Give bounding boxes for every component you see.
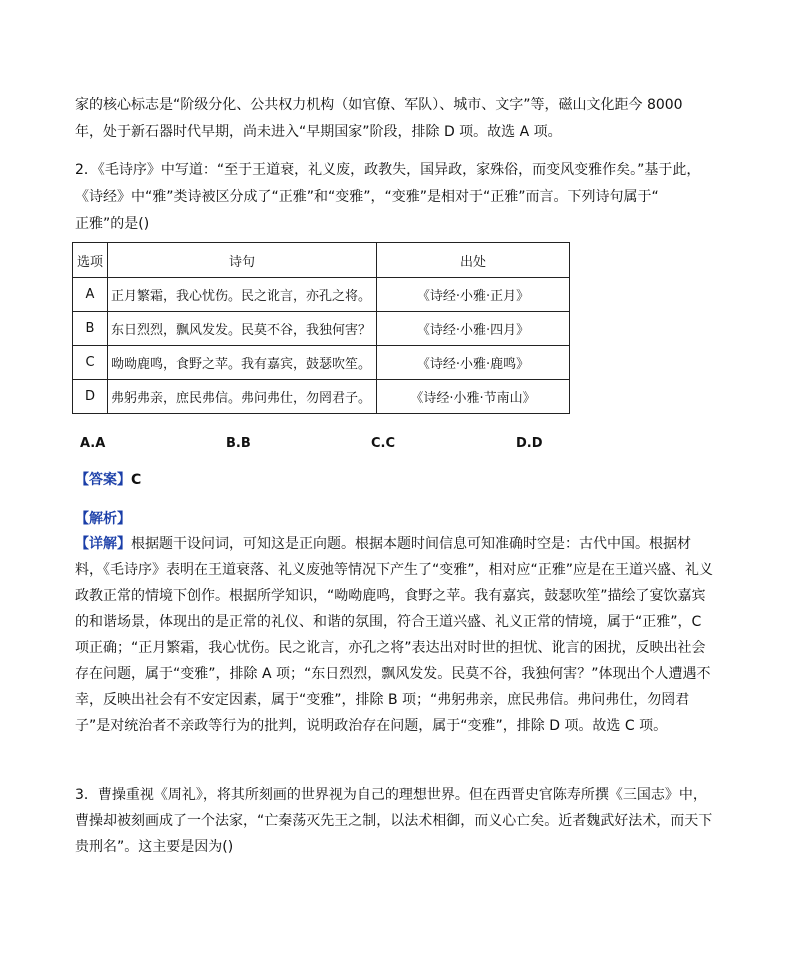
- question-2-stem-line-3: 正雅”的是(): [75, 216, 150, 232]
- question-2-stem-line-1: 2．《毛诗序》中写道：“至于王道衰，礼义废，政教失，国异政，家殊俗，而变风变雅作矣。”基于此，: [75, 162, 701, 178]
- header-option: 选项: [73, 243, 108, 278]
- table-row: [73, 278, 570, 312]
- verse-source: 《诗经·小雅·节南山》: [377, 380, 570, 414]
- option-letter: B: [73, 312, 108, 346]
- verse-text: 弗躬弗亲，庶民弗信。弗问弗仕，勿罔君子。: [108, 380, 377, 414]
- detail-label: 【详解】: [75, 536, 131, 552]
- verse-text: 东日烈烈，飘风发发。民莫不谷，我独何害？: [108, 312, 377, 346]
- answer-value: C: [131, 472, 142, 488]
- table-row: [73, 312, 570, 346]
- option-letter: D: [73, 380, 108, 414]
- header-verse: 诗句: [108, 243, 377, 278]
- table-row: [73, 346, 570, 380]
- choice-c: C.C: [371, 436, 396, 451]
- choice-d: D.D: [516, 436, 543, 451]
- options-table: [72, 242, 570, 414]
- verse-source: 《诗经·小雅·鹿鸣》: [377, 346, 570, 380]
- table-header-row: [73, 243, 570, 278]
- answer-line: [75, 470, 141, 490]
- detail-text: 根据题干设问词，可知这是正向题。根据本题时间信息可知准确时空是：古代中国。根据材料，《毛诗序》表明在王道衰落、礼义废弛等情况下产生了“变雅”，相对应“正雅”应是在王道兴盛、礼义政教正常的情境下创作。根据所学知识，“呦呦鹿鸣，食野之苹。我有嘉宾，鼓瑟吹笙”描绘了宴饮嘉宾的和谐场景，体现出的是正常的礼仪、和谐的氛围，符合王道兴盛、礼义正常的情境，属于“正雅”，C 项正确；“正月繁霜，我心忧伤。民之讹言，亦孔之将”表达出对时世的担忧、讹言的困扰，反映出社会存在问题，属于“变雅”，排除 A 项；“东日烈烈，飘风发发。民莫不谷，我独何害？”体现出个人遭遇不幸，反映出社会有不安定因素，属于“变雅”，排除 B 项；“弗躬弗亲，庶民弗信。弗问弗仕，勿罔君子”是对统治者不亲政等行为的批判，说明政治存在问题，属于“变雅”，排除 D 项。故选 C 项。: [75, 536, 714, 734]
- detail-paragraph: [75, 531, 715, 739]
- question-3-stem: 3．曹操重视《周礼》，将其所刻画的世界视为自己的理想世界。但在西晋史官陈寿所撰《三国志》中，曹操却被刻画成了一个法家，“亡秦荡灭先王之制，以法术相御，而义心亡矣。近者魏武好法术，而天下贵刑名”。这主要是因为(): [75, 787, 713, 855]
- option-letter: C: [73, 346, 108, 380]
- verse-source: 《诗经·小雅·正月》: [377, 278, 570, 312]
- choice-a: A.A: [80, 436, 106, 451]
- verse-source: 《诗经·小雅·四月》: [377, 312, 570, 346]
- choice-b: B.B: [226, 436, 251, 451]
- option-letter: A: [73, 278, 108, 312]
- answer-label: 【答案】: [75, 472, 131, 488]
- verse-text: 呦呦鹿鸣，食野之苹。我有嘉宾，鼓瑟吹笙。: [108, 346, 377, 380]
- verse-text: 正月繁霜，我心忧伤。民之讹言，亦孔之将。: [108, 278, 377, 312]
- intro-line-2: 年，处于新石器时代早期，尚未进入“早期国家”阶段，排除 D 项。故选 A 项。: [75, 124, 562, 140]
- table-row: [73, 380, 570, 414]
- analysis-label: 【解析】: [75, 511, 131, 527]
- intro-line-1: 家的核心标志是“阶级分化、公共权力机构（如官僚、军队）、城市、文字”等，磁山文化距今 8000: [75, 97, 683, 113]
- header-source: 出处: [377, 243, 570, 278]
- question-2-stem-line-2: 《诗经》中“雅”类诗被区分成了“正雅”和“变雅”，“变雅”是相对于“正雅”而言。下列诗句属于“: [75, 189, 659, 205]
